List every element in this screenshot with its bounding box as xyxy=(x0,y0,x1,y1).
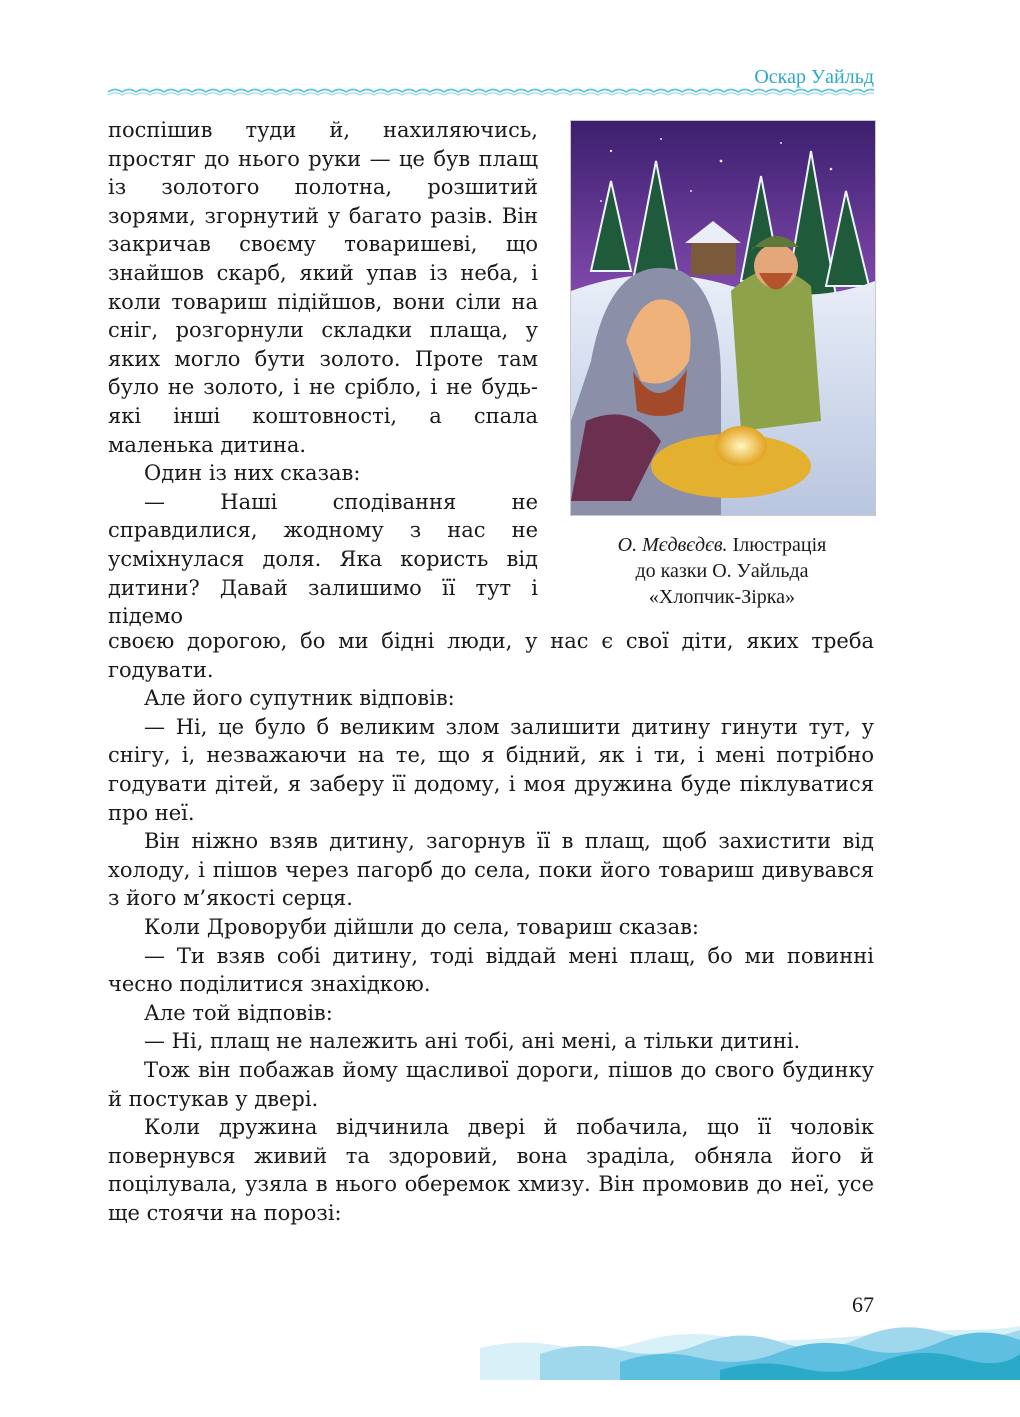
paragraph: Але його супутник відповів: xyxy=(144,686,455,711)
caption-line2: до казки О. Уайльда xyxy=(635,560,809,582)
paragraph: поспішив туди й, нахиляючись, простяг до нього руки — це був плащ із золотого полотна, розшитий зорями, згорнутий у багато разів. Він закричав своєму товаришеві, що знайшов скарб, який упав із неба, і коли товариш підійшов, вони сіли на сніг, розгорнули складки плаща, у яких могло бути золото. Проте там було не золото, і не срібло, і не будь-які інші коштовності, а спала маленька дитина. xyxy=(108,118,538,457)
paragraph: своєю дорогою, бо ми бідні люди, у нас є свої діти, яких треба годувати. xyxy=(108,629,874,682)
paragraph: Але той відповів: xyxy=(144,1000,333,1025)
caption-author: О. Мєдвєдєв. xyxy=(617,534,728,556)
caption-line1: Ілюстрація xyxy=(727,534,827,556)
paragraph: Коли Дроворуби дійшли до села, товариш сказав: xyxy=(144,914,699,939)
column-text xyxy=(108,116,538,631)
header-wave-divider xyxy=(108,86,874,98)
illustration-caption xyxy=(570,532,874,610)
paragraph: — Ні, плащ не належить ані тобі, ані мені, а тільки дитині. xyxy=(144,1029,801,1054)
paragraph: Він ніжно взяв дитину, загорнув її в плащ, щоб захистити від холоду, і пішов через пагорб до села, поки його товариш дивувався з його м’якості серця. xyxy=(108,829,874,911)
paragraph: — Наші сподівання не справдилися, жодному з нас не усміхнулася доля. Яка користь від дитини? Давай залишимо її тут і підемо xyxy=(108,489,538,629)
full-width-text xyxy=(108,627,874,1227)
paragraph: Коли дружина відчинила двері й побачила, що її чоловік повернувся живий та здоровий, вона зраділа, обняла його й поцілувала, узяла в нього оберемок хмизу. Він промовив до неї, усе ще стоячи на порозі: xyxy=(108,1115,874,1225)
paragraph: — Ти взяв собі дитину, тоді віддай мені плащ, бо ми повинні чесно поділитися знахідкою. xyxy=(108,943,874,997)
page-number: 67 xyxy=(852,1292,874,1317)
paragraph: — Ні, це було б великим злом залишити дитину гинути тут, у снігу, і, незважаючи на те, що я бідний, як і ти, і мені потрібно годувати дітей, я заберу її додому, і моя дружина буде піклуватися про неї. xyxy=(108,714,874,825)
caption-line3: «Хлопчик-Зірка» xyxy=(648,586,796,608)
running-title: Оскар Уайльд xyxy=(754,66,874,88)
paragraph: Один із них сказав: xyxy=(144,461,361,486)
footer-wave-decoration xyxy=(480,1318,1020,1380)
paragraph: Тож він побажав йому щасливої дороги, пішов до свого будинку й постукав у двері. xyxy=(108,1057,874,1111)
story-illustration xyxy=(570,120,876,516)
